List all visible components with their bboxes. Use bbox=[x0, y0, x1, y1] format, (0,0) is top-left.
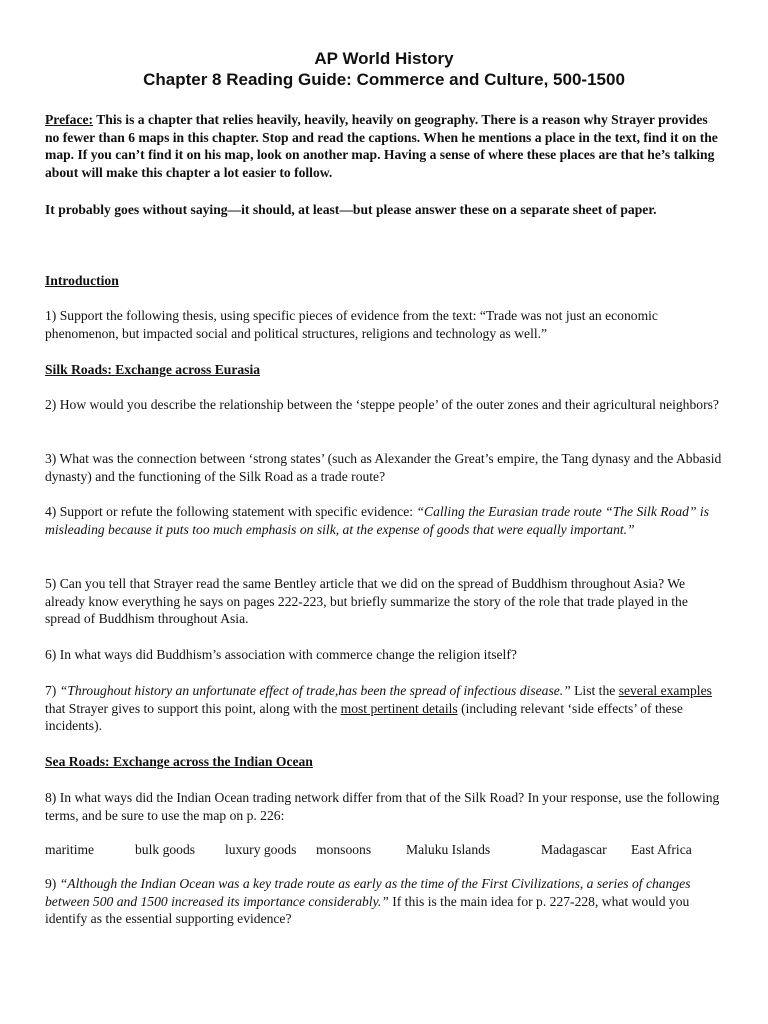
question-7-underlined-details: most pertinent details bbox=[340, 700, 458, 716]
question-8: 8) In what ways did the Indian Ocean trading network differ from that of the Silk Road? In your response, use the following terms, and be sure to use the map on p. 226: bbox=[45, 790, 720, 823]
question-7-underlined-examples: several examples bbox=[618, 683, 712, 698]
page-title: AP World History bbox=[314, 49, 454, 68]
question-7-text-b: that Strayer gives to support this point, along with the bbox=[45, 700, 341, 716]
separate-sheet-note: It probably goes without saying—it should, at least—but please answer these on a separate sheet of paper. bbox=[45, 202, 657, 217]
term-item: Maluku Islands bbox=[406, 842, 491, 857]
term-item: East Africa bbox=[631, 842, 692, 857]
section-heading-introduction: Introduction bbox=[45, 273, 119, 288]
question-7-quote: “Throughout history an unfortunate effect of trade,has been the spread of infectious disease.” bbox=[59, 683, 571, 698]
term-item: maritime bbox=[45, 842, 95, 857]
question-9-rest: If this is the main idea for p. 227-228, what would you identify as the essential supporting evidence? bbox=[45, 893, 690, 927]
term-list bbox=[0, 842, 768, 860]
preface-text: This is a chapter that relies heavily, heavily, heavily on geography. There is a reason why Strayer provides no fewer than 6 maps in this chapter. Stop and read the captions. When he mentions a place in the text, find it on the map. If you can’t find it on his map, look on another map. Having a sense of where these places are that he’s talking about will make this chapter a lot easier to follow. bbox=[45, 112, 718, 181]
question-4-quote: “Calling the Eurasian trade route “The Silk Road” is misleading because it puts too much emphasis on silk, at the expense of goods that were equally important.” bbox=[45, 504, 709, 537]
question-5: 5) Can you tell that Strayer read the same Bentley article that we did on the spread of Buddhism throughout Asia? We already know everything he says on pages 222-223, but briefly summarize the story of the role that trade played in the spread of Buddhism throughout Asia. bbox=[45, 576, 688, 627]
question-7-text-a: List the bbox=[570, 683, 619, 698]
question-6: 6) In what ways did Buddhism’s association with commerce change the religion itself? bbox=[45, 647, 517, 662]
question-3: 3) What was the connection between ‘strong states’ (such as Alexander the Great’s empire, the Tang dynasy and the Abbasid dynasty) and the functioning of the Silk Road as a trade route? bbox=[45, 451, 722, 484]
question-4 bbox=[45, 503, 725, 538]
question-7 bbox=[45, 682, 725, 735]
preface-label: Preface: bbox=[45, 112, 94, 127]
question-7-text-c: (including relevant ‘side effects’ of these incidents). bbox=[45, 700, 683, 734]
term-item: monsoons bbox=[316, 842, 372, 857]
question-1: 1) Support the following thesis, using specific pieces of evidence from the text: “Trade was not just an economic phenomenon, but impacted social and political structures, religions and technology as well.” bbox=[45, 308, 658, 341]
term-item: bulk goods bbox=[135, 842, 196, 857]
question-9-lead: 9) bbox=[45, 876, 60, 891]
question-9-quote: “Although the Indian Ocean was a key trade route as early as the time of the First Civilizations, a series of changes between 500 and 1500 increased its importance considerably.” bbox=[45, 876, 691, 909]
section-heading-sea-roads: Sea Roads: Exchange across the Indian Ocean bbox=[45, 754, 313, 769]
preface-paragraph bbox=[45, 111, 725, 182]
question-7-lead: 7) bbox=[45, 683, 60, 698]
page-subtitle: Chapter 8 Reading Guide: Commerce and Culture, 500-1500 bbox=[143, 70, 625, 89]
question-9 bbox=[45, 875, 725, 928]
section-heading-silk-roads: Silk Roads: Exchange across Eurasia bbox=[45, 362, 261, 377]
question-2: 2) How would you describe the relationship between the ‘steppe people’ of the outer zones and their agricultural neighbors? bbox=[45, 397, 719, 412]
question-4-lead: 4) Support or refute the following statement with specific evidence: bbox=[45, 504, 417, 519]
term-item: Madagascar bbox=[541, 842, 607, 857]
term-item: luxury goods bbox=[225, 842, 297, 857]
